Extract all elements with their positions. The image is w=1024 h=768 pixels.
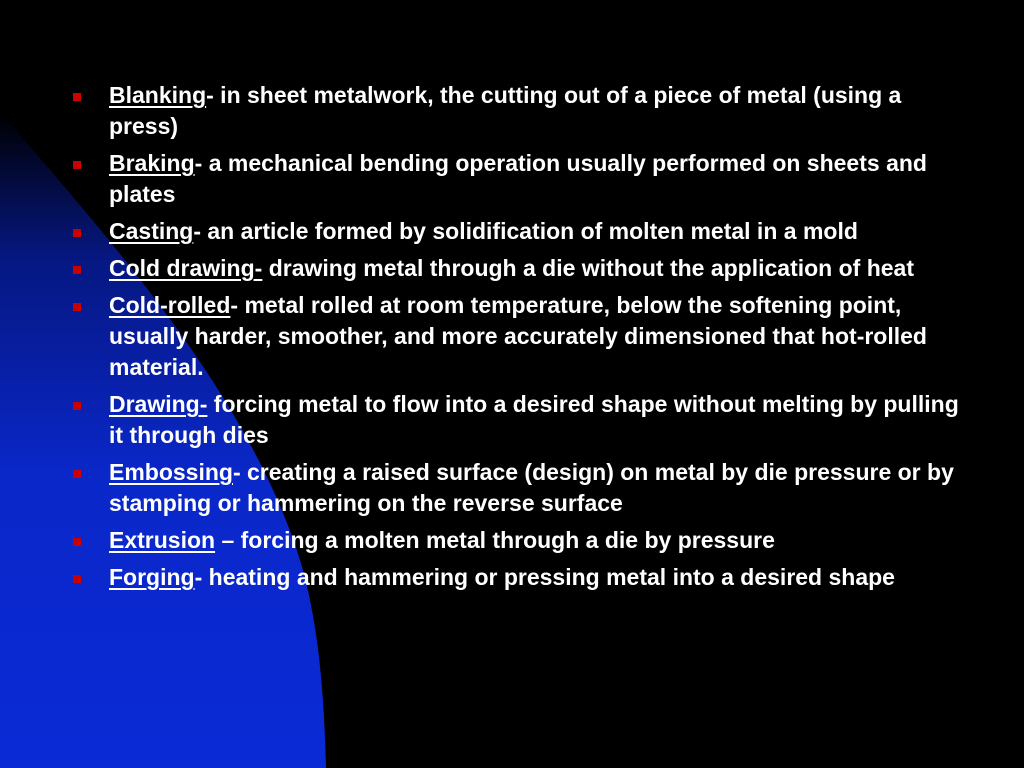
square-bullet-icon: [73, 402, 81, 410]
definition: - a mechanical bending operation usually performed on sheets and plates: [109, 150, 927, 207]
square-bullet-icon: [73, 161, 81, 169]
definition: - an article formed by solidification of molten metal in a mold: [193, 218, 858, 244]
square-bullet-icon: [73, 266, 81, 274]
list-item: [72, 525, 962, 556]
definition: – forcing a molten metal through a die by pressure: [215, 527, 775, 553]
definition: drawing metal through a die without the application of heat: [262, 255, 915, 281]
definition: forcing metal to flow into a desired shape without melting by pulling it through dies: [109, 391, 959, 448]
term: Extrusion: [109, 527, 216, 553]
term: Forging: [109, 564, 195, 590]
list-item: [72, 80, 962, 142]
list-item: [72, 562, 962, 593]
definition: - in sheet metalwork, the cutting out of a piece of metal (using a press): [109, 82, 902, 139]
term: Drawing-: [109, 391, 208, 417]
square-bullet-icon: [73, 575, 81, 583]
square-bullet-icon: [73, 229, 81, 237]
square-bullet-icon: [73, 538, 81, 546]
definition: - creating a raised surface (design) on metal by die pressure or by stamping or hammering on the reverse surface: [109, 459, 954, 516]
definition: - metal rolled at room temperature, below the softening point, usually harder, smoother, and more accurately dimensioned that hot-rolled material.: [109, 292, 927, 380]
list-item: [72, 457, 962, 519]
square-bullet-icon: [73, 303, 81, 311]
list-item: [72, 216, 962, 247]
list-item: [72, 389, 962, 451]
term: Cold drawing-: [109, 255, 263, 281]
term: Casting: [109, 218, 194, 244]
definition: - heating and hammering or pressing metal into a desired shape: [194, 564, 895, 590]
glossary-list: [72, 80, 962, 599]
list-item: [72, 290, 962, 383]
term: Blanking: [109, 82, 207, 108]
square-bullet-icon: [73, 470, 81, 478]
term: Braking: [109, 150, 195, 176]
term: Cold-rolled: [109, 292, 231, 318]
list-item: [72, 253, 962, 284]
square-bullet-icon: [73, 93, 81, 101]
term: Embossing: [109, 459, 233, 485]
list-item: [72, 148, 962, 210]
